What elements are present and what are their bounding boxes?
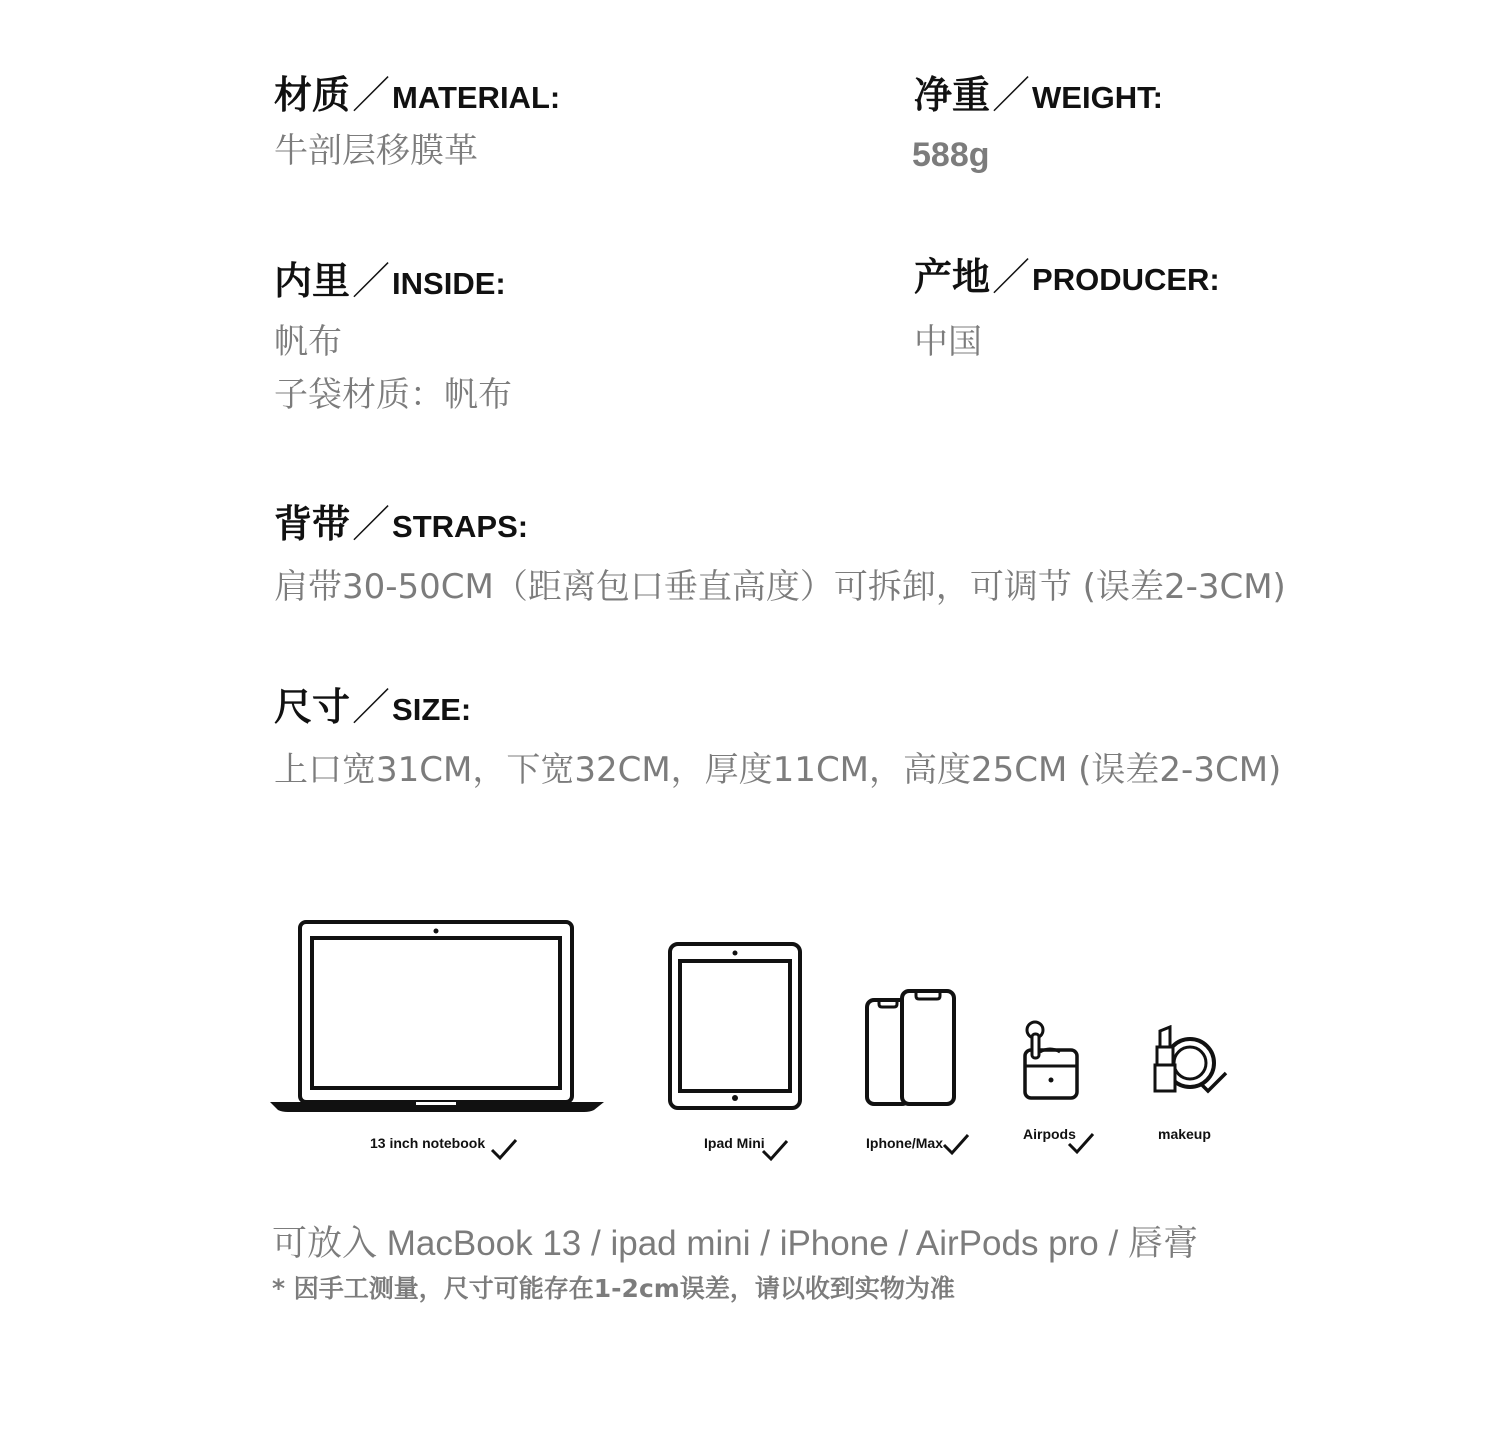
measurement-note: * 因手工测量，尺寸可能存在1-2cm误差，请以收到实物为准: [272, 1274, 955, 1303]
straps-value: 肩带30-50CM（距离包口垂直高度）可拆卸，可调节 (误差2-3CM): [274, 567, 1286, 607]
size-label: 尺寸／SIZE:: [274, 685, 472, 729]
straps-label: 背带／STRAPS:: [274, 502, 529, 546]
check-icon: [490, 1138, 518, 1162]
material-label: 材质／MATERIAL:: [274, 73, 561, 117]
makeup-icon: [1152, 1025, 1228, 1097]
device-label-tablet: Ipad Mini: [704, 1135, 765, 1151]
tablet-icon: [667, 941, 805, 1111]
airpods-icon: [1020, 1020, 1082, 1102]
size-value: 上口宽31CM，下宽32CM，厚度11CM，高度25CM (误差2-3CM): [274, 750, 1282, 790]
weight-value: 588g: [912, 136, 990, 174]
compatible-items-text: 可放入 MacBook 13 / ipad mini / iPhone / AirPods pro / 唇膏: [272, 1224, 1198, 1263]
device-label-airpods: Airpods: [1023, 1126, 1076, 1142]
check-icon: [1067, 1132, 1095, 1156]
device-label-phones: Iphone/Max: [866, 1135, 944, 1151]
phones-icon: [864, 988, 960, 1108]
inside-value-1: 帆布: [274, 322, 342, 362]
device-label-laptop: 13 inch notebook: [370, 1135, 486, 1151]
inside-label: 内里／INSIDE:: [274, 259, 506, 303]
producer-value: 中国: [914, 322, 982, 362]
device-label-makeup: makeup: [1158, 1126, 1211, 1142]
producer-label: 产地／PRODUCER:: [914, 255, 1220, 299]
inside-value-2: 子袋材质：帆布: [274, 375, 512, 415]
material-value: 牛剖层移膜革: [274, 131, 478, 171]
laptop-icon: [268, 918, 606, 1116]
weight-label: 净重／WEIGHT:: [914, 73, 1163, 117]
check-icon: [761, 1139, 789, 1163]
check-icon: [942, 1133, 970, 1157]
